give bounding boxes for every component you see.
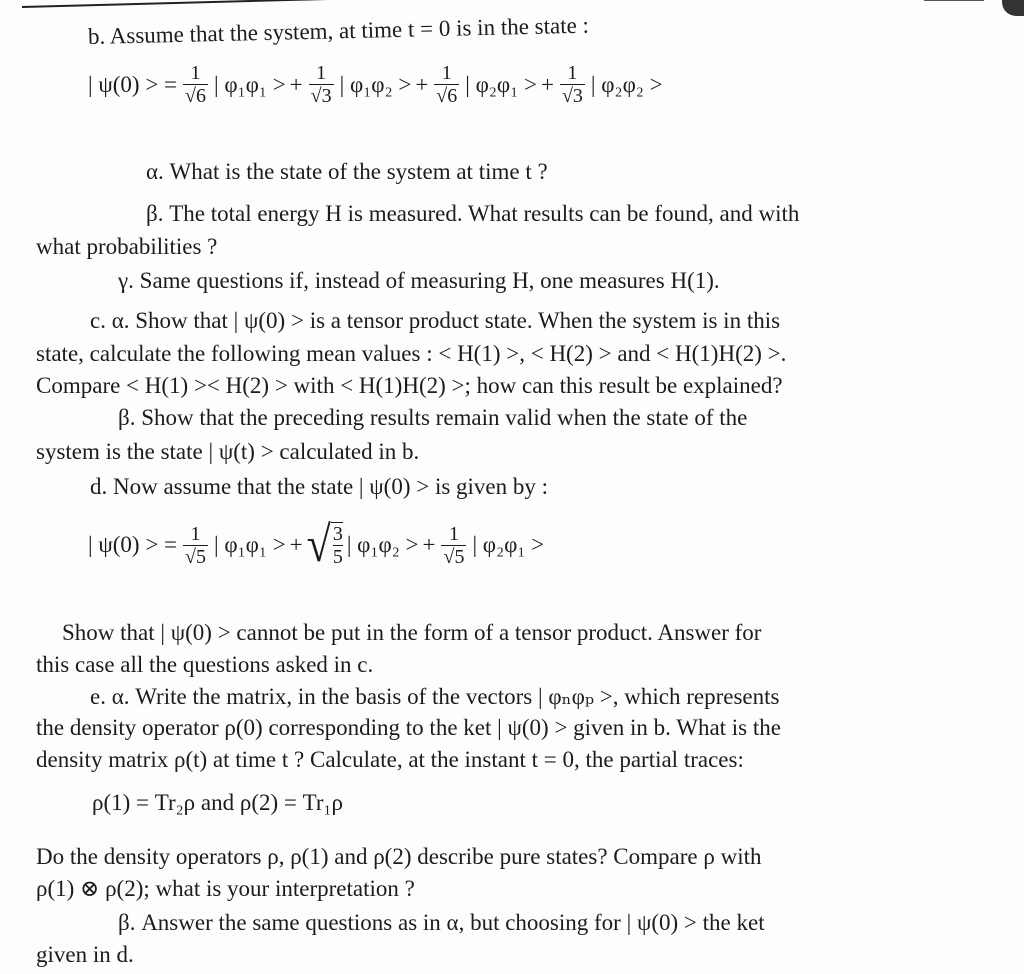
equation-b: | ψ(0) > = $\frac{1}{√6}$ | φ₁φ₁ > + $\frac{1}{√3}$ | φ₁φ₂ > + $\frac{1}{√6}$ | φ₂φ₁ > + $\frac{1}{√3}$ | φ₂φ₂ > (88, 62, 663, 107)
part-c-line1: c. α. Show that | ψ(0) > is a tensor product state. When the system is in this (90, 308, 781, 333)
coef-d3: $\frac{1}{√5}$ (443, 522, 465, 568)
coef-2: $\frac{1}{√3}$ (310, 62, 332, 107)
part-c-line2: state, calculate the following mean values : < H(1) >, < H(2) > and < H(1)H(2) >. (36, 341, 787, 366)
part-e-line6: β. Answer the same questions as in α, but choosing for | ψ(0) > the ket (118, 910, 765, 935)
coef-d2: √ 3 5 (306, 516, 343, 573)
part-b-intro: b. Assume that the system, at time t = 0 is in the state : (87, 12, 590, 49)
part-e-line2: the density operator ρ(0) corresponding to the ket | ψ(0) > given in b. What is the (36, 715, 781, 740)
part-e-line3: density matrix ρ(t) at time t ? Calculate, at the instant t = 0, the partial traces: (36, 747, 744, 772)
partial-traces: ρ(1) = Tr₂ρ and ρ(2) = Tr₁ρ (92, 790, 344, 815)
question-b-alpha: α. What is the state of the system at time t ? (146, 159, 548, 184)
coef-4: $\frac{1}{√3}$ (561, 62, 583, 107)
question-b-beta-line1: β. The total energy H is measured. What results can be found, and with (146, 201, 800, 226)
part-e-line7: given in d. (36, 942, 134, 967)
question-b-beta-line2: what probabilities ? (36, 234, 218, 259)
coef-3: $\frac{1}{√6}$ (436, 62, 458, 107)
part-c-line5: system is the state | ψ(t) > calculated in b. (36, 439, 420, 464)
part-d-intro: d. Now assume that the state | ψ(0) > is given by : (90, 474, 549, 499)
ket-d3: | φ₂φ₁ > (472, 532, 545, 557)
ket-3: | φ₂φ₁ > (465, 71, 537, 97)
top-rule-right (924, 0, 984, 1)
equation-d: | ψ(0) > = $\frac{1}{√5}$ | φ₁φ₁ > + √ 3 5 | φ₁φ₂ > + $\frac{1}{√5}$ | φ₂φ₁ > (88, 516, 545, 573)
part-e-line5: ρ(1) ⊗ ρ(2); what is your interpretation ? (36, 876, 415, 901)
question-b-gamma: γ. Same questions if, instead of measuring H, one measures H(1). (118, 268, 720, 293)
part-c-line4: β. Show that the preceding results remain valid when the state of the (118, 405, 748, 430)
part-e-line4: Do the density operators ρ, ρ(1) and ρ(2) describe pure states? Compare ρ with (36, 844, 762, 869)
equation-d-lhs: | ψ(0) > = (88, 532, 178, 557)
coef-1: $\frac{1}{√6}$ (185, 62, 206, 107)
part-c-line3: Compare < H(1) >< H(2) > with < H(1)H(2) >; how can this result be explained? (36, 373, 783, 398)
part-d-line3: this case all the questions asked in c. (36, 652, 374, 677)
ket-1: | φ₁φ₁ > (214, 71, 286, 97)
ket-d2: | φ₁φ₂ > (346, 532, 419, 557)
ket-2: | φ₁φ₂ > (339, 71, 412, 97)
ket-d1: | φ₁φ₁ > (214, 532, 286, 557)
ket-4: | φ₂φ₂ > (590, 71, 663, 97)
part-d-line2: Show that | ψ(0) > cannot be put in the form of a tensor product. Answer for (62, 620, 762, 645)
coef-d1: $\frac{1}{√5}$ (185, 522, 206, 568)
equation-b-lhs: | ψ(0) > = (88, 71, 178, 97)
page-corner (1002, 0, 1024, 16)
top-rule (22, 0, 582, 8)
part-e-line1: e. α. Write the matrix, in the basis of the vectors | φₙφₚ >, which represents (90, 684, 780, 709)
